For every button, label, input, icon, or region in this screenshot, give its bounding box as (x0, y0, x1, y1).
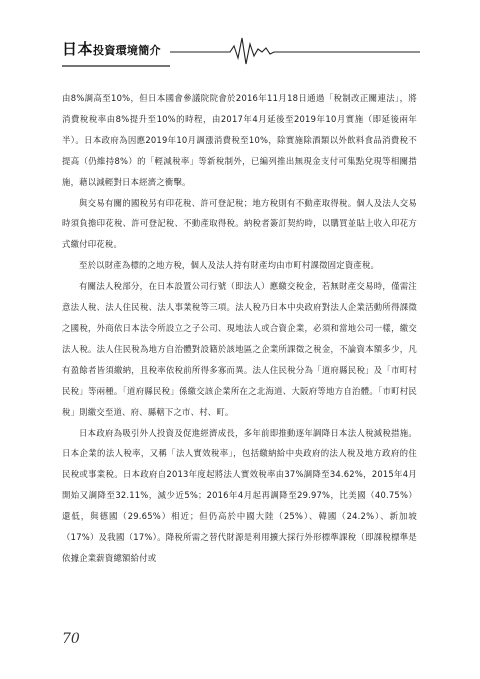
page-header (0, 0, 480, 70)
paragraph-5: 日本政府為吸引外人投資及促進經濟成長，多年前即推動逐年調降日本法人稅減稅措施。日本企業的法人稅率，又稱「法人實效稅率」，包括繳納給中央政府的法人稅及地方政府的住民稅或事業稅。日本政府自2013年度起將法人實效稅率由37%調降至34.62%，2015年4月開始又調降至32.11%，減少近5%；2016年4月起再調降至29.97%，比美國（40.75%）還低，與德國（29.65%）相近；但仍高於中國大陸（25%）、韓國（24.2%）、新加坡（17%）及我國（17%）。降稅所需之替代財源是利用擴大採行外形標準課稅（即課稅標準是依據企業薪資總額給付或 (62, 427, 417, 563)
body-text (62, 88, 417, 569)
paragraph-3: 至於以財產為標的之地方稅，個人及法人持有財產均由市町村課徵固定資產稅。 (79, 260, 380, 271)
paragraph-4: 有關法人稅部分，在日本設置公司行號（即法人）應繳交稅金，若無財產交易時，僅需注意法人稅、法人住民稅、法人事業稅等三項。法人稅乃日本中央政府對法人企業活動所得課徵之國稅，外商依日本法令所設立之子公司、現地法人或合資企業，必須和當地公司一樣，繳交法人稅。法人住民稅為地方自治體對設籍於該地區之企業所課徵之稅金，不論資本額多少，凡有盈餘者皆須繳納，且稅率依稅前所得多寡而異。法人住民稅分為「道府縣民稅」及「市町村民稅」等兩種。「道府縣民稅」係繳交該企業所在之北海道、大阪府等地方自治體。「市町村民稅」則繳交至道、府、縣轄下之市、村、町。 (62, 281, 417, 417)
page-number: 70 (62, 631, 80, 647)
paragraph-2: 與交易有關的國稅另有印花稅、許可登記稅；地方稅則有不動產取得稅。個人及法人交易時須負擔印花稅、許可登記稅、不動產取得稅。納稅者簽訂契約時，以購買並貼上收入印花方式繳付印花稅。 (62, 197, 417, 250)
heartbeat-line-decoration (0, 32, 480, 68)
header-title-main: 日本 (62, 40, 94, 58)
header-title-sub: 投資環境簡介 (93, 44, 161, 57)
paragraph-1: 由8%調高至10%，但日本國會參議院院會於2016年11月18日通過「稅制改正關連法」，將消費稅稅率由8%提升至10%的時程，由2017年4月延後至2019年10月實施（即延後兩年半）。日本政府為因應2019年10月調漲消費稅至10%，除實施除酒類以外飲料食品消費稅不提高（仍維持8%）的「輕減稅率」等新稅制外，已編列推出無現金支付可集點兌現等相關措施，藉以減輕對日本經濟之衝擊。 (62, 93, 417, 187)
